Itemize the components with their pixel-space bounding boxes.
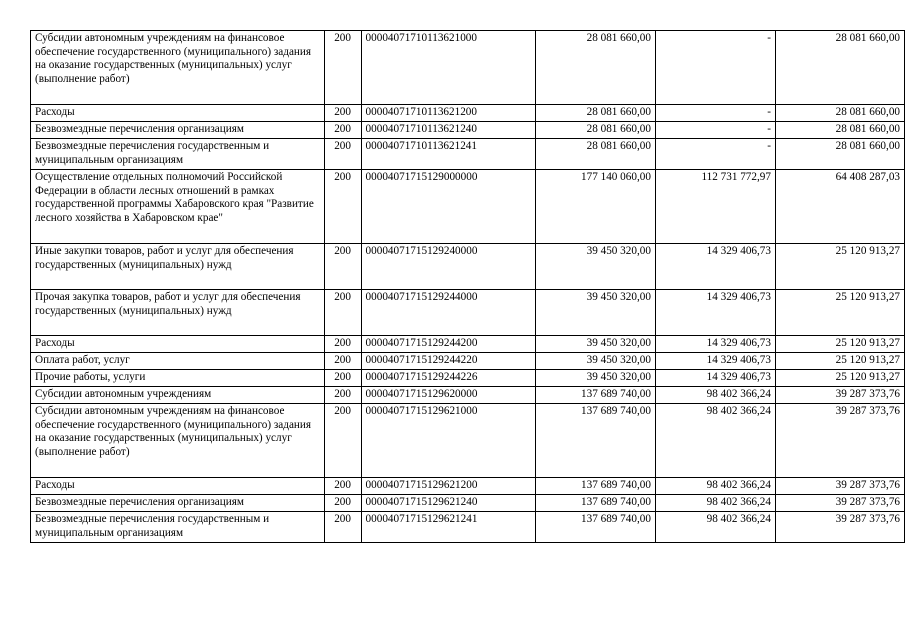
row-unexecuted-cell: 25 120 913,27 <box>775 244 904 290</box>
row-name-cell: Субсидии автономным учреждениям на финансовое обеспечение государственного (муниципального) задания на оказание государственных (муниципальных) услуг (выполнение работ) <box>31 404 325 478</box>
row-executed-cell: 14 329 406,73 <box>655 353 775 370</box>
row-line-code-cell: 200 <box>324 387 361 404</box>
row-budget-code-cell: 00004071715129244226 <box>361 370 535 387</box>
row-unexecuted-cell: 28 081 660,00 <box>775 105 904 122</box>
row-budget-code-cell: 00004071715129244000 <box>361 290 535 336</box>
row-line-code-cell: 200 <box>324 404 361 478</box>
row-budget-code-cell: 00004071715129240000 <box>361 244 535 290</box>
row-name-cell: Оплата работ, услуг <box>31 353 325 370</box>
row-approved-cell: 177 140 060,00 <box>535 170 655 244</box>
row-executed-cell: 98 402 366,24 <box>655 404 775 478</box>
row-line-code-cell: 200 <box>324 122 361 139</box>
row-line-code-cell: 200 <box>324 512 361 543</box>
row-name-cell: Безвозмездные перечисления организациям <box>31 122 325 139</box>
row-executed-cell: - <box>655 105 775 122</box>
row-name-cell: Осуществление отдельных полномочий Российской Федерации в области лесных отношений в рамках государственной программы Хабаровского края "Развитие лесного хозяйства в Хабаровском крае" <box>31 170 325 244</box>
row-budget-code-cell: 00004071715129000000 <box>361 170 535 244</box>
row-approved-cell: 137 689 740,00 <box>535 495 655 512</box>
table-row <box>31 495 905 512</box>
row-line-code-cell: 200 <box>324 139 361 170</box>
row-unexecuted-cell: 39 287 373,76 <box>775 495 904 512</box>
row-approved-cell: 39 450 320,00 <box>535 336 655 353</box>
row-executed-cell: 14 329 406,73 <box>655 290 775 336</box>
row-line-code-cell: 200 <box>324 336 361 353</box>
row-unexecuted-cell: 25 120 913,27 <box>775 370 904 387</box>
row-line-code-cell: 200 <box>324 170 361 244</box>
row-unexecuted-cell: 64 408 287,03 <box>775 170 904 244</box>
row-executed-cell: - <box>655 31 775 105</box>
row-approved-cell: 39 450 320,00 <box>535 290 655 336</box>
row-name-cell: Безвозмездные перечисления организациям <box>31 495 325 512</box>
row-executed-cell: 98 402 366,24 <box>655 512 775 543</box>
row-budget-code-cell: 00004071710113621200 <box>361 105 535 122</box>
row-approved-cell: 39 450 320,00 <box>535 244 655 290</box>
row-name-cell: Расходы <box>31 478 325 495</box>
row-line-code-cell: 200 <box>324 290 361 336</box>
budget-table-body <box>31 31 905 543</box>
row-line-code-cell: 200 <box>324 353 361 370</box>
row-approved-cell: 137 689 740,00 <box>535 512 655 543</box>
table-row <box>31 139 905 170</box>
budget-table <box>30 30 905 543</box>
row-budget-code-cell: 00004071715129621000 <box>361 404 535 478</box>
row-name-cell: Расходы <box>31 105 325 122</box>
row-unexecuted-cell: 25 120 913,27 <box>775 290 904 336</box>
table-row <box>31 404 905 478</box>
row-name-cell: Субсидии автономным учреждениям <box>31 387 325 404</box>
row-approved-cell: 28 081 660,00 <box>535 105 655 122</box>
table-row <box>31 170 905 244</box>
table-row <box>31 290 905 336</box>
row-budget-code-cell: 00004071715129621200 <box>361 478 535 495</box>
row-budget-code-cell: 00004071710113621000 <box>361 31 535 105</box>
row-name-cell: Безвозмездные перечисления государственным и муниципальным организациям <box>31 139 325 170</box>
row-executed-cell: 98 402 366,24 <box>655 478 775 495</box>
table-row <box>31 336 905 353</box>
row-unexecuted-cell: 39 287 373,76 <box>775 512 904 543</box>
row-line-code-cell: 200 <box>324 495 361 512</box>
row-unexecuted-cell: 28 081 660,00 <box>775 139 904 170</box>
row-executed-cell: - <box>655 122 775 139</box>
row-unexecuted-cell: 25 120 913,27 <box>775 353 904 370</box>
table-row <box>31 387 905 404</box>
row-approved-cell: 137 689 740,00 <box>535 478 655 495</box>
row-executed-cell: 14 329 406,73 <box>655 244 775 290</box>
row-line-code-cell: 200 <box>324 31 361 105</box>
row-budget-code-cell: 00004071715129621241 <box>361 512 535 543</box>
row-unexecuted-cell: 28 081 660,00 <box>775 31 904 105</box>
row-approved-cell: 39 450 320,00 <box>535 353 655 370</box>
row-name-cell: Иные закупки товаров, работ и услуг для обеспечения государственных (муниципальных) нужд <box>31 244 325 290</box>
row-executed-cell: 14 329 406,73 <box>655 370 775 387</box>
row-executed-cell: 112 731 772,97 <box>655 170 775 244</box>
row-budget-code-cell: 00004071715129620000 <box>361 387 535 404</box>
table-row <box>31 105 905 122</box>
row-budget-code-cell: 00004071710113621241 <box>361 139 535 170</box>
row-approved-cell: 28 081 660,00 <box>535 31 655 105</box>
row-approved-cell: 137 689 740,00 <box>535 404 655 478</box>
table-row <box>31 122 905 139</box>
row-line-code-cell: 200 <box>324 478 361 495</box>
row-line-code-cell: 200 <box>324 244 361 290</box>
row-approved-cell: 28 081 660,00 <box>535 122 655 139</box>
row-name-cell: Прочие работы, услуги <box>31 370 325 387</box>
row-budget-code-cell: 00004071715129244200 <box>361 336 535 353</box>
row-name-cell: Безвозмездные перечисления государственным и муниципальным организациям <box>31 512 325 543</box>
row-unexecuted-cell: 39 287 373,76 <box>775 387 904 404</box>
row-approved-cell: 28 081 660,00 <box>535 139 655 170</box>
row-unexecuted-cell: 28 081 660,00 <box>775 122 904 139</box>
row-unexecuted-cell: 39 287 373,76 <box>775 478 904 495</box>
row-executed-cell: 14 329 406,73 <box>655 336 775 353</box>
row-budget-code-cell: 00004071715129621240 <box>361 495 535 512</box>
row-unexecuted-cell: 39 287 373,76 <box>775 404 904 478</box>
table-row <box>31 370 905 387</box>
table-row <box>31 512 905 543</box>
table-row <box>31 31 905 105</box>
row-line-code-cell: 200 <box>324 370 361 387</box>
row-name-cell: Прочая закупка товаров, работ и услуг для обеспечения государственных (муниципальных) нужд <box>31 290 325 336</box>
row-approved-cell: 39 450 320,00 <box>535 370 655 387</box>
table-row <box>31 353 905 370</box>
row-executed-cell: 98 402 366,24 <box>655 495 775 512</box>
row-approved-cell: 137 689 740,00 <box>535 387 655 404</box>
row-name-cell: Расходы <box>31 336 325 353</box>
table-row <box>31 244 905 290</box>
row-budget-code-cell: 00004071710113621240 <box>361 122 535 139</box>
table-row <box>31 478 905 495</box>
row-executed-cell: 98 402 366,24 <box>655 387 775 404</box>
row-budget-code-cell: 00004071715129244220 <box>361 353 535 370</box>
row-executed-cell: - <box>655 139 775 170</box>
row-unexecuted-cell: 25 120 913,27 <box>775 336 904 353</box>
row-line-code-cell: 200 <box>324 105 361 122</box>
row-name-cell: Субсидии автономным учреждениям на финансовое обеспечение государственного (муниципального) задания на оказание государственных (муниципальных) услуг (выполнение работ) <box>31 31 325 105</box>
